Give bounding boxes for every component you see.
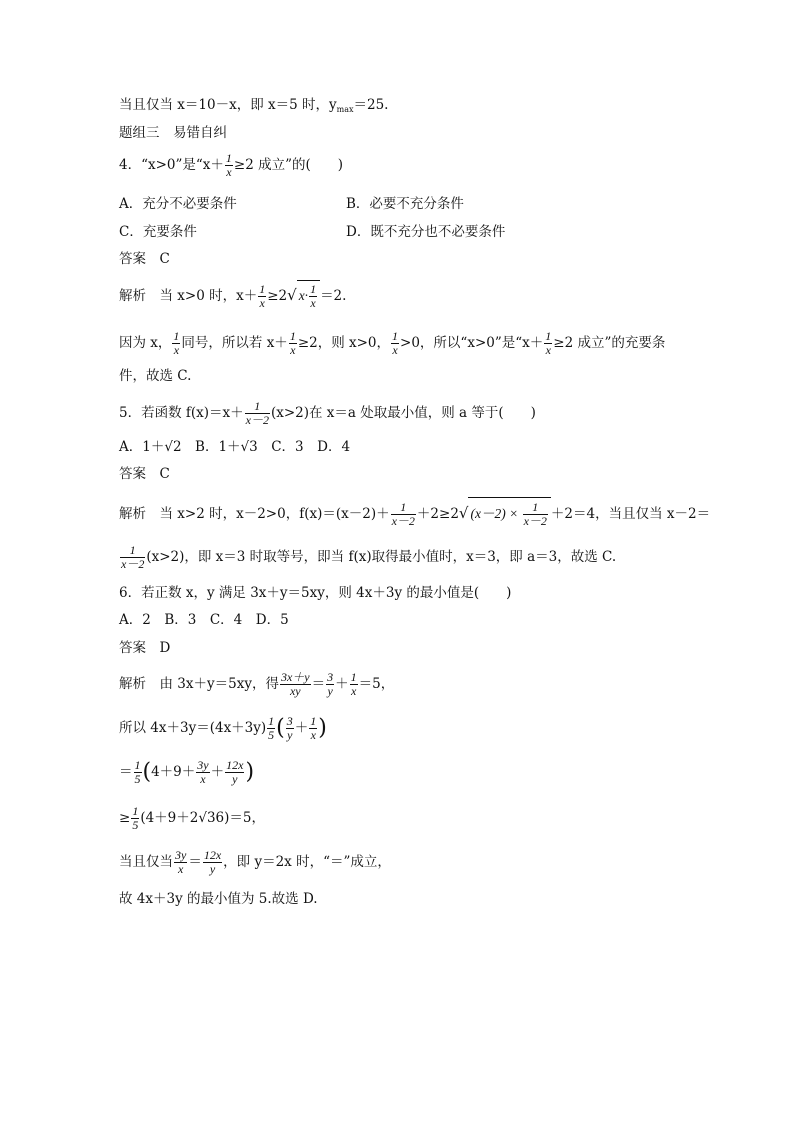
question-6-stem: 6．若正数 x，y 满足 3x＋y＝5xy，则 4x＋3y 的最小值是( ) <box>119 585 512 601</box>
text-line <box>119 96 388 119</box>
fraction <box>280 671 311 698</box>
text: 当且仅当 x＝10－x，即 x＝5 时，y <box>119 97 337 113</box>
denominator: 5 <box>134 772 141 786</box>
text: ＋2≥2 <box>416 506 459 522</box>
text: 4＋9＋ <box>151 764 196 780</box>
text: ＝ <box>119 764 133 780</box>
fraction <box>350 671 358 698</box>
text: 解析 当 x>0 时，x＋ <box>119 288 258 304</box>
fraction <box>267 715 275 742</box>
denominator: x <box>200 772 206 786</box>
denominator: x <box>173 343 180 357</box>
denominator: x－2 <box>245 413 269 427</box>
denominator: x <box>178 862 184 876</box>
denominator: x－2 <box>391 514 415 528</box>
question-5-options: A．1＋√2 B．1＋√3 C．3 D．4 <box>119 439 351 455</box>
text: x· <box>298 288 309 303</box>
numerator: 1 <box>173 329 180 343</box>
numerator: 1 <box>245 400 270 414</box>
solution-line: 所以 4x＋3y＝(4x＋3y) $\frac{1}{5}$ ( $\frac{3}{y}$ ＋ $\frac{1}{x}$ ) <box>119 714 327 742</box>
fraction <box>309 715 317 742</box>
numerator: 1 <box>310 282 317 297</box>
numerator: 1 <box>268 714 275 728</box>
solution-line: 件，故选 C. <box>119 368 192 384</box>
radical-sign: √ <box>287 286 297 304</box>
text: (4＋9＋2√36)＝5， <box>140 810 265 826</box>
numerator: 12x <box>203 848 222 862</box>
radicand <box>468 497 550 530</box>
numerator: 3 <box>286 714 293 728</box>
numerator: 1 <box>523 501 548 515</box>
numerator: 1 <box>392 329 399 343</box>
fraction <box>391 501 416 528</box>
denominator: xy <box>289 684 301 698</box>
text: 解析 当 x>2 时，x－2>0，f(x)＝(x－2)＋ <box>119 506 390 522</box>
text: ≥2 成立”的( ) <box>233 157 344 173</box>
denominator: x <box>545 343 551 357</box>
text: (x－2) × <box>470 506 522 521</box>
numerator: 3y <box>197 758 209 772</box>
text: ＋2＝4，当且仅当 x－2＝ <box>550 506 711 522</box>
text: ≥2 <box>267 288 288 304</box>
fraction <box>309 283 317 310</box>
radicand <box>297 280 320 311</box>
fraction <box>258 283 266 310</box>
denominator: x <box>310 728 316 742</box>
text: ＝5， <box>358 676 395 692</box>
answer-label: 答案 C <box>119 466 170 482</box>
solution-line <box>119 497 710 530</box>
solution-line: ＝ $\frac{1}{5}$ (4＋9＋ $\frac{3y}{x}$ ＋ $\frac{12x}{y}$ ) <box>119 758 255 786</box>
fraction <box>326 671 334 698</box>
text: 当且仅当 <box>119 854 173 870</box>
numerator: 3y <box>175 848 187 862</box>
section-title: 题组三 易错自纠 <box>119 125 227 141</box>
denominator: x <box>259 296 265 310</box>
text: >0，所以“x>0”是“x＋ <box>400 335 544 351</box>
solution-line: 故 4x＋3y 的最小值为 5.故选 D. <box>119 891 318 907</box>
text: ，即 y＝2x 时，“＝”成立， <box>223 854 391 870</box>
fraction <box>225 759 244 786</box>
solution-line <box>119 802 265 834</box>
denominator: x <box>350 684 357 698</box>
numerator: 1 <box>310 714 317 728</box>
fraction <box>286 715 294 742</box>
radical-sign: √ <box>458 504 469 522</box>
numerator: 1 <box>350 670 357 684</box>
text: 4．“x>0”是“x＋ <box>119 157 224 173</box>
numerator: 1 <box>134 758 141 772</box>
numerator: 1 <box>289 329 296 343</box>
solution-line <box>119 280 346 311</box>
fraction <box>134 759 142 786</box>
denominator: y <box>327 684 333 698</box>
solution-line: 当且仅当 $\frac{3y}{x}$ ＝ $\frac{12x}{y}$ ，即 y＝2x 时，“＝”成立， <box>119 848 391 876</box>
numerator: 3x＋y <box>280 670 310 684</box>
fraction <box>225 152 233 179</box>
numerator: 1 <box>120 544 145 558</box>
numerator: 1 <box>132 804 139 818</box>
text: ≥2，则 x>0， <box>297 335 391 351</box>
solution-line <box>119 541 616 573</box>
paren: ( <box>276 715 285 741</box>
denominator: x－2 <box>523 514 547 529</box>
text: ＝25. <box>353 97 389 113</box>
denominator: 5 <box>268 728 275 742</box>
fraction <box>245 400 270 427</box>
text: ＝2. <box>320 288 347 304</box>
subscript: max <box>336 105 354 114</box>
paren: ) <box>245 759 255 785</box>
option-a: A．充分不必要条件 <box>119 196 237 212</box>
text: 因为 x， <box>119 335 172 351</box>
denominator: x <box>310 296 316 311</box>
question-4-stem <box>119 150 343 180</box>
paren: ( <box>142 759 152 785</box>
denominator: x－2 <box>121 557 145 571</box>
solution-line: 解析 由 3x＋y＝5xy，得 $\frac{3x+y}{xy}$ ＝ $\frac{3}{y}$ ＋ $\frac{1}{x}$ ＝5， <box>119 670 395 698</box>
paren: ) <box>318 715 327 741</box>
denominator: 5 <box>132 818 139 832</box>
text: 所以 4x＋3y＝(4x＋3y) <box>119 720 267 736</box>
answer-label: 答案 C <box>119 251 170 267</box>
denominator: y <box>287 728 293 742</box>
question-5-stem <box>119 398 536 428</box>
text: (x>2)，即 x＝3 时取等号，即当 f(x)取得最小值时，x＝3，即 a＝3，故选 C. <box>146 549 617 565</box>
numerator: 12x <box>226 758 244 772</box>
fraction <box>523 501 548 528</box>
answer-label: 答案 D <box>119 640 171 656</box>
fraction <box>131 805 139 832</box>
denominator: y <box>232 772 238 786</box>
option-c: C．充要条件 <box>119 224 197 240</box>
question-6-options: A．2 B．3 C．4 D．5 <box>119 612 289 628</box>
denominator: x <box>392 343 398 357</box>
text: ≥ <box>119 810 131 826</box>
text: 5．若函数 f(x)＝x＋ <box>119 405 244 421</box>
fraction <box>289 330 297 357</box>
option-d: D．既不充分也不必要条件 <box>346 224 506 240</box>
denominator: x <box>226 165 232 179</box>
denominator: y <box>209 862 216 876</box>
denominator: x <box>290 343 296 357</box>
text: ≥2 成立”的充要条 <box>553 335 666 351</box>
fraction <box>196 759 209 786</box>
fraction <box>544 330 552 357</box>
fraction <box>203 849 222 876</box>
fraction <box>172 330 180 357</box>
text: 同号，所以若 x＋ <box>181 335 288 351</box>
numerator: 1 <box>545 329 552 343</box>
fraction <box>174 849 187 876</box>
text: (x>2)在 x＝a 处取最小值，则 a 等于( ) <box>270 405 536 421</box>
numerator: 1 <box>259 282 266 296</box>
numerator: 1 <box>225 151 232 165</box>
numerator: 1 <box>391 501 416 515</box>
text: 解析 由 3x＋y＝5xy，得 <box>119 676 279 692</box>
fraction <box>391 330 399 357</box>
solution-line <box>119 328 665 358</box>
fraction <box>120 544 145 571</box>
numerator: 3 <box>327 670 334 684</box>
option-b: B．必要不充分条件 <box>346 196 464 212</box>
